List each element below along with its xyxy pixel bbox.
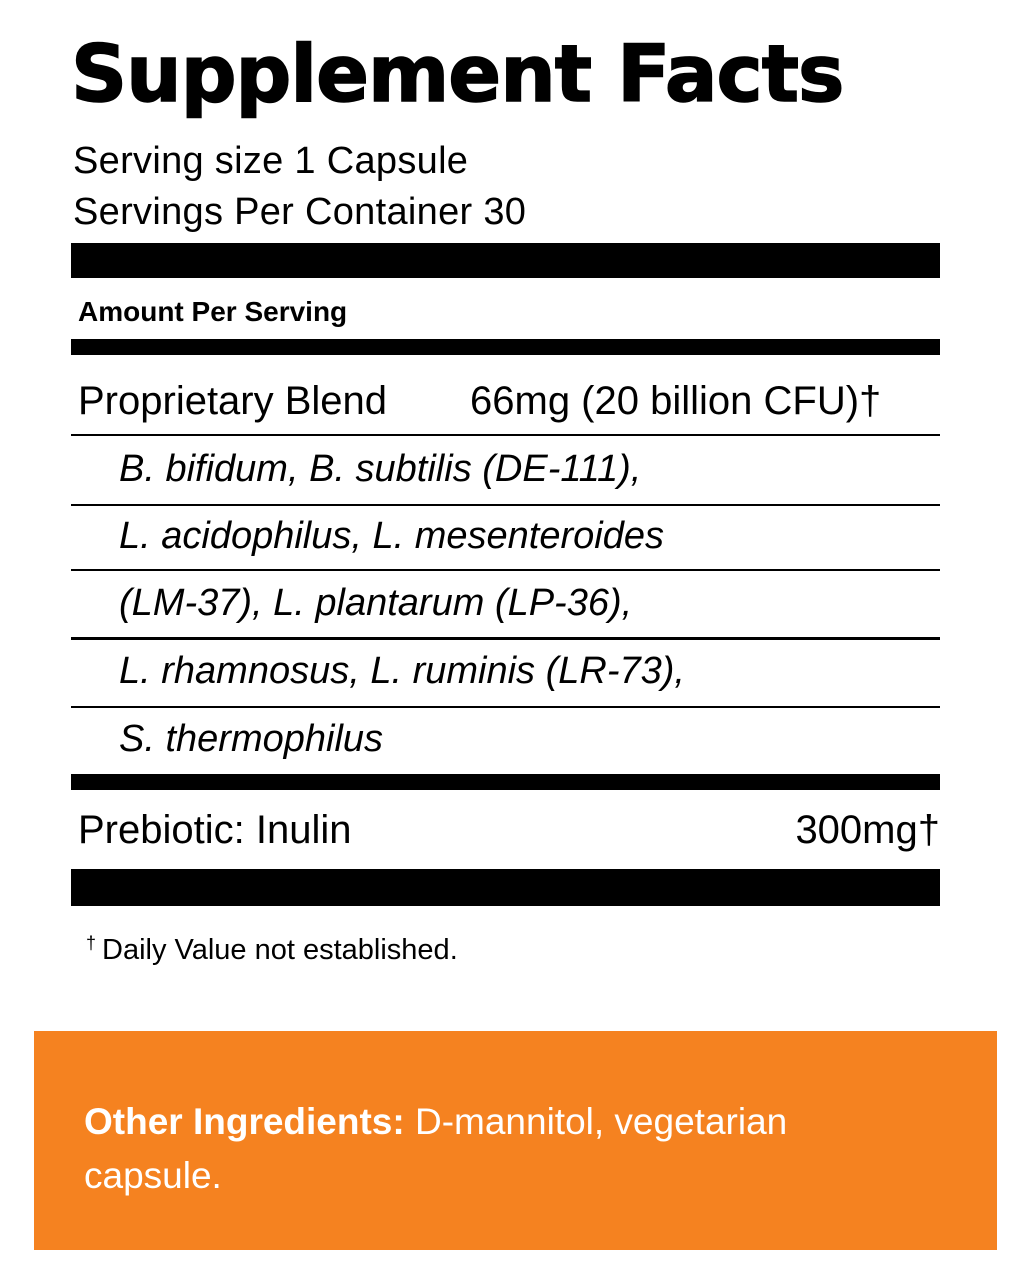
blend-amount: 66mg (20 billion CFU)† — [470, 379, 882, 423]
blend-name: Proprietary Blend — [78, 379, 388, 423]
prebiotic-amount: 300mg† — [795, 808, 940, 852]
strain-line: (LM-37), L. plantarum (LP-36), — [119, 582, 633, 624]
thin-divider — [71, 434, 940, 436]
other-ingredients-text — [84, 1095, 844, 1203]
strain-line: S. thermophilus — [119, 718, 384, 760]
prebiotic-name: Prebiotic: Inulin — [78, 808, 352, 852]
amount-per-serving-header: Amount Per Serving — [78, 296, 348, 327]
thin-divider — [71, 504, 940, 506]
servings-per-container: Servings Per Container 30 — [73, 191, 527, 233]
strain-line: L. acidophilus, L. mesenteroides — [119, 515, 664, 557]
medium-divider-bar — [71, 774, 940, 790]
thin-divider — [71, 569, 940, 571]
thick-divider-bar — [71, 243, 940, 278]
page-title: Supplement Facts — [71, 30, 844, 120]
other-ingredients-label: Other Ingredients: — [84, 1101, 405, 1142]
strain-line: B. bifidum, B. subtilis (DE-111), — [119, 448, 642, 490]
thin-divider — [71, 637, 940, 640]
strain-line: L. rhamnosus, L. ruminis (LR-73), — [119, 650, 685, 692]
serving-size: Serving size 1 Capsule — [73, 140, 469, 182]
medium-divider-bar — [71, 339, 940, 355]
dagger-symbol: † — [86, 933, 97, 953]
thick-divider-bar — [71, 869, 940, 906]
thin-divider — [71, 706, 940, 708]
footnote-text: Daily Value not established. — [102, 934, 458, 966]
footnote — [86, 934, 458, 965]
other-ingredients-box — [34, 1031, 997, 1250]
other-ingredients-list: D-mannitol, vegetarian capsule. — [84, 1101, 788, 1196]
